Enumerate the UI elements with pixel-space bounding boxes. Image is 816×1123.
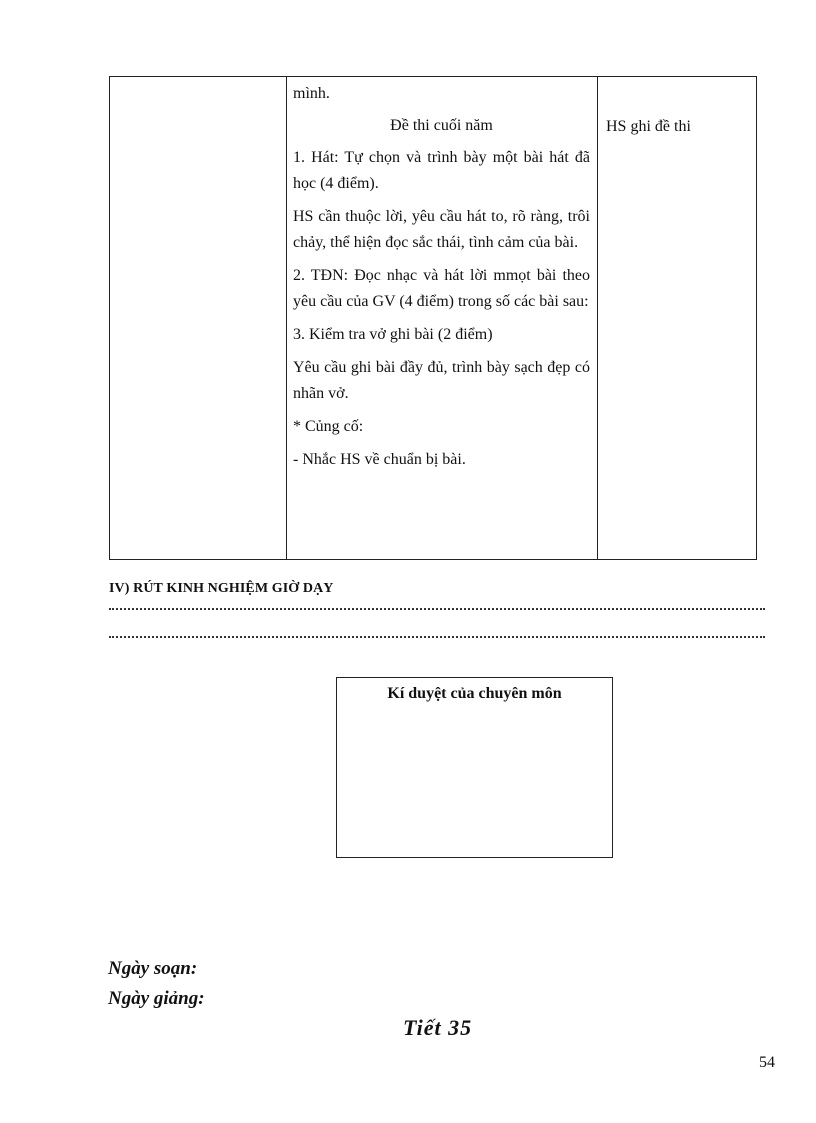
page-number: 54	[759, 1054, 775, 1071]
exam-heading: Đề thi cuối năm	[390, 117, 493, 134]
content-paragraph: 2. TĐN: Đọc nhạc và hát lời mmọt bài theo yêu cầu của GV (4 điểm) trong số các bài sau:	[293, 267, 590, 310]
approval-title: Kí duyệt của chuyên môn	[387, 685, 562, 702]
content-paragraph: - Nhắc HS về chuẩn bị bài.	[293, 451, 466, 468]
content-cell	[293, 81, 590, 480]
student-activity-cell: HS ghi đề thi	[606, 118, 691, 135]
content-line: mình.	[293, 85, 330, 102]
period-title: Tiết 35	[403, 1015, 473, 1040]
content-paragraph: Yêu cầu ghi bài đầy đủ, trình bày sạch đẹp có nhãn vở.	[293, 359, 590, 402]
approval-box	[336, 677, 613, 858]
content-paragraph: HS cần thuộc lời, yêu cầu hát to, rõ ràng, trôi chảy, thể hiện đọc sắc thái, tình cảm của bài.	[293, 208, 590, 251]
prep-date-label: Ngày soạn:	[108, 958, 198, 979]
dotted-line	[109, 636, 765, 638]
content-paragraph: 3. Kiểm tra vở ghi bài (2 điểm)	[293, 326, 493, 343]
lesson-table	[109, 76, 757, 560]
section-iv-title: IV) RÚT KINH NGHIỆM GIỜ DẠY	[109, 581, 334, 596]
teach-date-label: Ngày giảng:	[108, 988, 205, 1009]
content-paragraph: 1. Hát: Tự chọn và trình bày một bài hát đã học (4 điểm).	[293, 149, 590, 192]
dotted-line	[109, 608, 765, 610]
column-divider	[597, 77, 598, 559]
content-paragraph: * Củng cố:	[293, 418, 364, 435]
column-divider	[286, 77, 287, 559]
